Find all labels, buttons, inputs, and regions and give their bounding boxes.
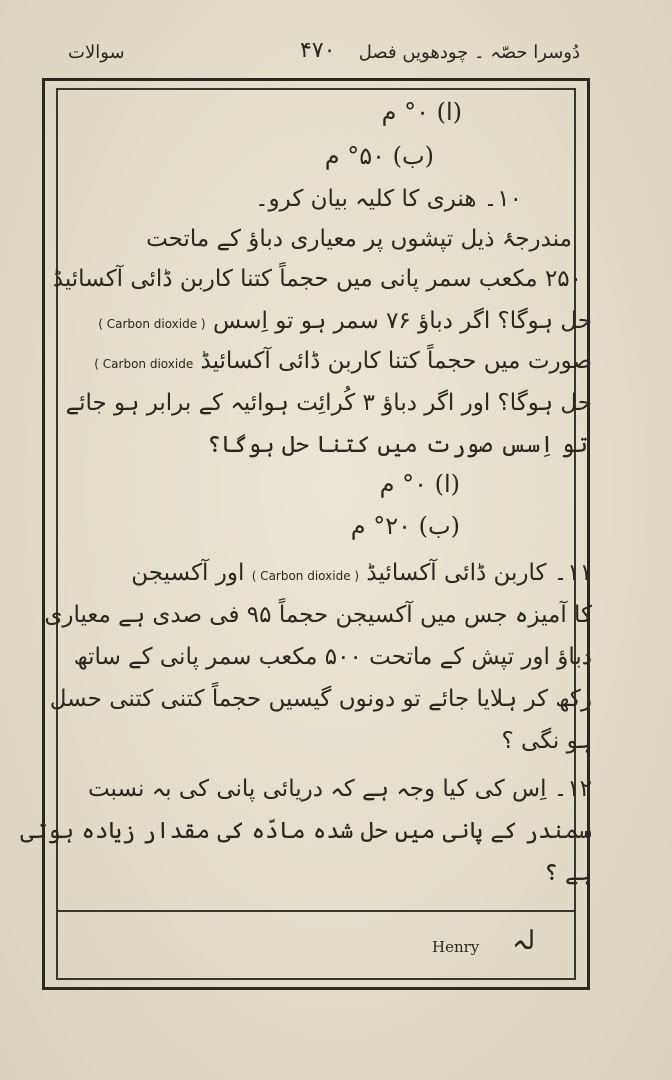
page-number: ۴۷۰ bbox=[300, 38, 336, 63]
q10-line-2: مندرجۂ ذیل تپشوں پر معیاری دباؤ کے ماتحت bbox=[146, 226, 572, 252]
running-head-title: سوالات bbox=[68, 42, 125, 63]
q10-option-b: (ب) ۲۰° م bbox=[350, 512, 460, 540]
q10-line-6: حل ہوگا؟ اور اگر دباؤ ۳ کُرائِت ہوائیہ کے برابر ہو جائے bbox=[65, 390, 592, 416]
q11-line-1-urdu-a: ۱۱۔ کاربن ڈائی آکسائیڈ bbox=[366, 560, 592, 586]
q11-line-1 bbox=[131, 556, 592, 593]
q12-line-2: سمندر کے پانی میں حل شدہ مادّہ کی مقدار زیادہ ہوتی bbox=[20, 818, 592, 844]
q11-line-2: کا آمیزہ جس میں آکسیجن حجماً ۹۵ فی صدی ہے معیاری bbox=[44, 602, 592, 628]
q12-line-1: ۱۲۔ اِس کی کیا وجہ ہے کہ دریائی پانی کی بہ نسبت bbox=[87, 776, 592, 802]
footnote-marker: لہ bbox=[512, 926, 536, 956]
q11-line-1-urdu-b: اور آکسیجن bbox=[131, 560, 245, 586]
q12-line-3: ہے ؟ bbox=[544, 860, 592, 886]
q11-line-1-english-term: ( Carbon dioxide ) bbox=[251, 569, 360, 583]
footnote-reference: Henry bbox=[432, 938, 480, 956]
page-header bbox=[0, 38, 672, 78]
q10-line-5-urdu: صورت میں حجماً کتنا کاربن ڈائی آکسائیڈ bbox=[200, 348, 592, 374]
option-b: (ب) ۵۰° م bbox=[324, 142, 434, 170]
q11-line-4: رکھ کر ہلایا جائے تو دونوں گیسیں حجماً کتنی کتنی حسل bbox=[49, 686, 592, 712]
option-a: (ا) ۰° م bbox=[381, 98, 462, 126]
q10-line-3: ۲۵۰ مکعب سمر پانی میں حجماً کتنا کاربن ڈائی آکسائیڈ bbox=[52, 266, 582, 292]
q11-line-5: ہو نگی ؟ bbox=[501, 728, 592, 754]
q10-line-5 bbox=[94, 344, 592, 381]
q10-option-a: (ا) ۰° م bbox=[379, 470, 460, 498]
running-head-section: دُوسرا حصّہ ۔ چودھویں فصل bbox=[358, 42, 580, 63]
q11-line-3: دباؤ اور تپش کے ماتحت ۵۰۰ مکعب سمر پانی کے ساتھ bbox=[73, 644, 592, 670]
q10-line-4-english-term: ( Carbon dioxide ) bbox=[98, 317, 206, 331]
q10-line-7: تو اِسس صورت میں کتنا حل ہوگا؟ bbox=[207, 432, 588, 458]
q10-line-4-urdu: حل ہوگا؟ اگر دباؤ ۷۶ سمر ہو تو اِسس bbox=[212, 308, 592, 334]
q10-line-4 bbox=[98, 304, 592, 341]
q10-line-5-english-term: ( Carbon dioxide bbox=[94, 357, 194, 371]
footnote-divider bbox=[56, 910, 576, 912]
q10-line-1: ۱۰۔ ھنری کا کلیہ بیان کرو۔ bbox=[255, 186, 522, 212]
